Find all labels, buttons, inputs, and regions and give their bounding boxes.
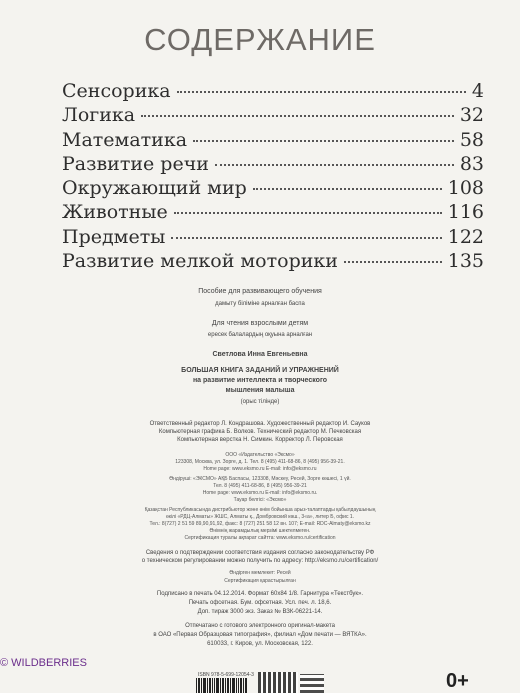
print-line-2: Печать офсетная. Бум. офсетная. Усл. печ. л. 18,6. [188, 600, 332, 606]
purpose-kz: дамыту біліміне арналған баспа [215, 301, 305, 307]
toc-entry [62, 177, 484, 201]
origin-line-1: Өндірген мемлекет: Ресей [229, 570, 291, 576]
toc-leader-dots [171, 237, 441, 239]
credit-line-3: Компьютерная верстка Н. Симкин. Корректор Л. Перовская [177, 437, 343, 443]
print-line-5: в ОАО «Первая Образцовая типография», филиал «Дом печати — ВЯТКА». [153, 632, 367, 638]
credit-line-1: Ответственный редактор Л. Кондрашова. Художественный редактор И. Сауков [149, 421, 371, 427]
qr-code-secondary [300, 674, 324, 693]
isbn: ISBN 978-5-699-12054-3 [198, 672, 254, 678]
toc-entry-label: Развитие речи [62, 152, 209, 175]
toc-entry-page: 83 [459, 152, 484, 175]
age-rating: 0+ [446, 670, 469, 692]
toc-entry-page: 4 [471, 80, 484, 102]
toc-entry-page: 108 [447, 177, 484, 200]
kz-line-3: Тел.: 8(727) 2 51 59 89,90,91,92, факс: 8 (727) 251 58 12 вн. 107; E-mail: RDC-Almaty@eksmo.kz [149, 521, 371, 527]
toc-leader-dots [253, 188, 442, 190]
contents-heading: СОДЕРЖАНИЕ [144, 22, 376, 57]
publisher-line-4: Өндіруші: «ЭКСМО» АҚБ Баспасы, 123308, Мәскеу, Ресей, Зорге көшесі, 1 үй. [169, 476, 351, 482]
toc-entry-page: 58 [459, 128, 484, 151]
toc-entry [62, 250, 484, 274]
language-note: (орыс тілінде) [240, 399, 280, 405]
print-line-4: Отпечатано с готового электронного оригинал-макета [185, 623, 335, 629]
toc-entry-label: Логика [62, 104, 136, 127]
toc-entry-label: Предметы [62, 225, 166, 248]
toc-entry-label: Развитие мелкой моторики [62, 250, 338, 273]
cert-line-1: Сведения о подтверждении соответствия издания согласно законодательству РФ [145, 550, 375, 556]
publisher-line-7: Тауар белгісі: «Эксмо» [233, 497, 287, 503]
book-title-line-1: БОЛЬШАЯ КНИГА ЗАДАНИЙ И УПРАЖНЕНИЙ [181, 367, 339, 374]
publisher-line-5: Тел. 8 (495) 411-68-86, 8 (495) 956-39-21 [213, 483, 307, 489]
toc-entry-page: 122 [447, 225, 484, 248]
toc-entry-label: Животные [62, 201, 168, 224]
cert-line-2: о техническом регулировании можно получить по адресу: http://eksmo.ru/certification/ [141, 558, 379, 564]
audience-ru: Для чтения взрослыми детям [211, 320, 309, 327]
book-title-line-3: мышления малыша [225, 387, 295, 394]
toc-entry [62, 104, 484, 128]
toc-entry [62, 201, 484, 225]
toc-leader-dots [193, 140, 454, 142]
watermark-text: WILDBERRIES [11, 657, 87, 669]
toc-entry-label: Математика [62, 128, 188, 151]
barcode [196, 678, 256, 693]
toc-entry-page: 116 [447, 201, 484, 224]
table-of-contents [62, 80, 484, 274]
kz-line-1: Қазақстан Республикасында дистрибьютор және өнім бойынша арыз-талаптарды қабылдаушының [144, 507, 376, 513]
kz-line-2: өкілі «РДЦ-Алматы» ЖШС, Алматы қ., Домбровский көш., 3«а», литер Б, офис 1. [165, 514, 355, 520]
print-line-3: Доп. тираж 3000 экз. Заказ № ВЗК-06221-14. [197, 609, 323, 615]
publisher-line-6: Home page: www.eksmo.ru E-mail: info@eksmo.ru. [202, 490, 318, 496]
toc-leader-dots [177, 91, 466, 93]
toc-leader-dots [174, 212, 442, 214]
purpose-ru: Пособие для развивающего обучения [198, 288, 322, 295]
origin-line-2: Сертификация қарастырылған [224, 578, 296, 584]
audience-kz: ересек балалардың оқуына арналған [207, 332, 313, 338]
credit-line-2: Компьютерная графика Б. Волков. Технический редактор М. Печковская [158, 429, 362, 435]
publisher-line-2: 123308, Москва, ул. Зорге, д. 1. Тел. 8 (495) 411-68-86, 8 (495) 956-39-21. [175, 459, 345, 465]
copyright-icon: © [0, 657, 9, 669]
print-line-1: Подписано в печать 04.12.2014. Формат 60x84 1/8. Гарнитура «Текстбук». [156, 591, 364, 597]
kz-line-4: Өнімнің жарамдылық мерзімі шектелмеген. [209, 528, 311, 534]
toc-leader-dots [141, 115, 454, 117]
publisher-line-1: ООО «Издательство «Эксмо» [225, 452, 295, 458]
book-title-line-2: на развитие интеллекта и творческого [192, 377, 328, 384]
toc-entry-page: 135 [447, 250, 484, 273]
qr-code [258, 672, 298, 693]
toc-entry [62, 226, 484, 250]
author: Светлова Инна Евгеньевна [212, 351, 308, 358]
toc-entry [62, 80, 484, 104]
publisher-line-3: Home page: www.eksmo.ru E-mail: info@eksmo.ru [203, 466, 317, 472]
wildberries-watermark [0, 657, 120, 673]
kz-line-5: Сертификация туралы ақпарат сайтта: www.eksmo.ru/certification [184, 535, 336, 541]
toc-entry [62, 129, 484, 153]
toc-entry-label: Окружающий мир [62, 177, 247, 200]
toc-entry-label: Сенсорика [62, 80, 171, 102]
toc-entry [62, 153, 484, 177]
toc-entry-page: 32 [459, 104, 484, 127]
print-line-6: 610033, г. Киров, ул. Московская, 122. [207, 641, 313, 647]
toc-leader-dots [215, 164, 454, 166]
toc-leader-dots [344, 261, 442, 263]
